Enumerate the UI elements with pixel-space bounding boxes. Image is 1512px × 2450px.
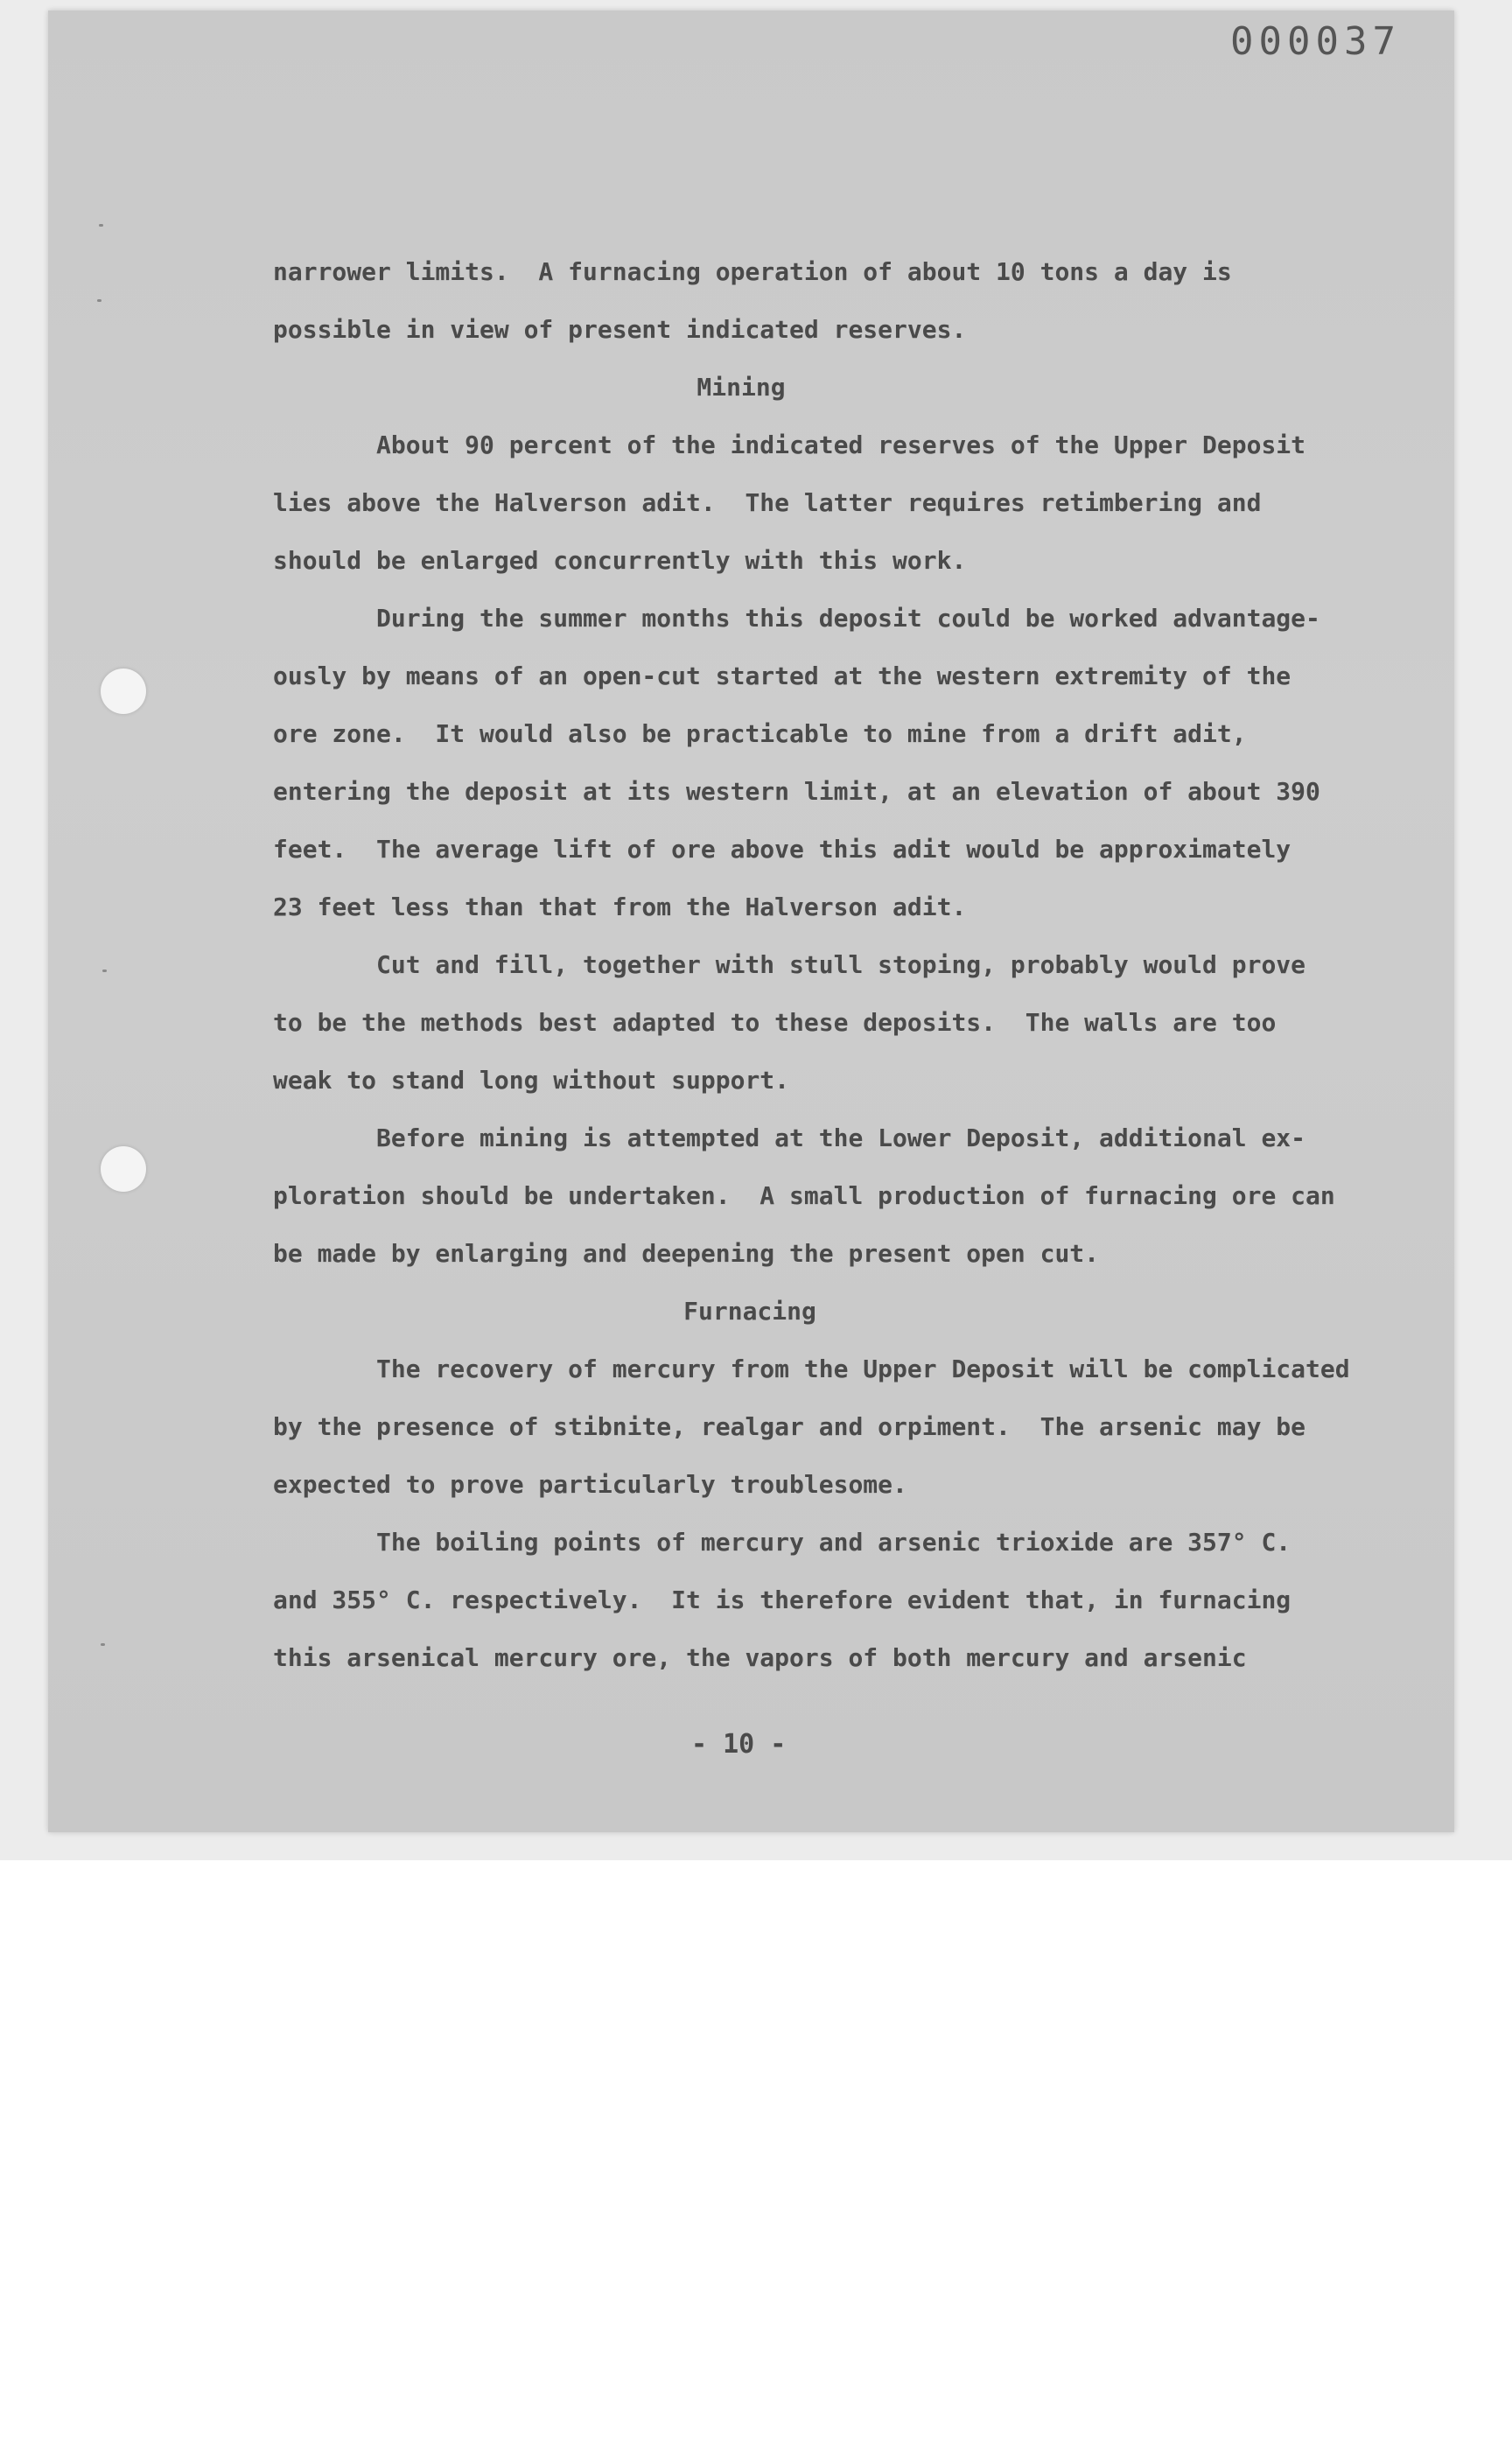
text-line: to be the methods best adapted to these deposits. The walls are too [273,1008,1277,1037]
text-line: ploration should be undertaken. A small production of furnacing ore can [273,1181,1335,1210]
binder-hole-top [101,668,146,714]
text-line: narrower limits. A furnacing operation of about 10 tons a day is [273,257,1232,286]
text-line: The recovery of mercury from the Upper Deposit will be complicated [376,1354,1350,1383]
text-line: lies above the Halverson adit. The latter requires retimbering and [273,488,1262,517]
text-line: feet. The average lift of ore above this adit would be approximately [273,835,1292,864]
text-line: and 355° C. respectively. It is therefore evident that, in furnacing [273,1586,1292,1614]
text-line: During the summer months this deposit could be worked advantage- [376,604,1320,633]
section-heading-furnacing: Furnacing [683,1297,816,1326]
text-line: possible in view of present indicated reserves. [273,315,967,344]
text-line: Before mining is attempted at the Lower Deposit, additional ex- [376,1124,1306,1152]
text-line: 23 feet less than that from the Halverson adit. [273,892,967,921]
text-line: entering the deposit at its western limit, at an elevation of about 390 [273,777,1320,806]
blank-area [0,1860,1512,2450]
section-heading-mining: Mining [696,373,786,402]
text-line: should be enlarged concurrently with this work. [273,546,967,575]
text-line: ously by means of an open-cut started at the western extremity of the [273,662,1292,690]
text-line: this arsenical mercury ore, the vapors of both mercury and arsenic [273,1643,1247,1672]
text-line: expected to prove particularly troublesome. [273,1470,907,1499]
text-line: be made by enlarging and deepening the present open cut. [273,1239,1100,1268]
text-line: by the presence of stibnite, realgar and orpiment. The arsenic may be [273,1412,1306,1441]
text-line: About 90 percent of the indicated reserves of the Upper Deposit [376,430,1306,459]
text-line: The boiling points of mercury and arsenic trioxide are 357° C. [376,1528,1292,1557]
binder-hole-bottom [101,1146,146,1192]
page-number: - 10 - [691,1729,787,1760]
document-number: 000037 [1230,19,1401,64]
text-line: weak to stand long without support. [273,1066,790,1095]
text-line: Cut and fill, together with stull stoping, probably would prove [376,950,1306,979]
text-line: ore zone. It would also be practicable to mine from a drift adit, [273,719,1247,748]
